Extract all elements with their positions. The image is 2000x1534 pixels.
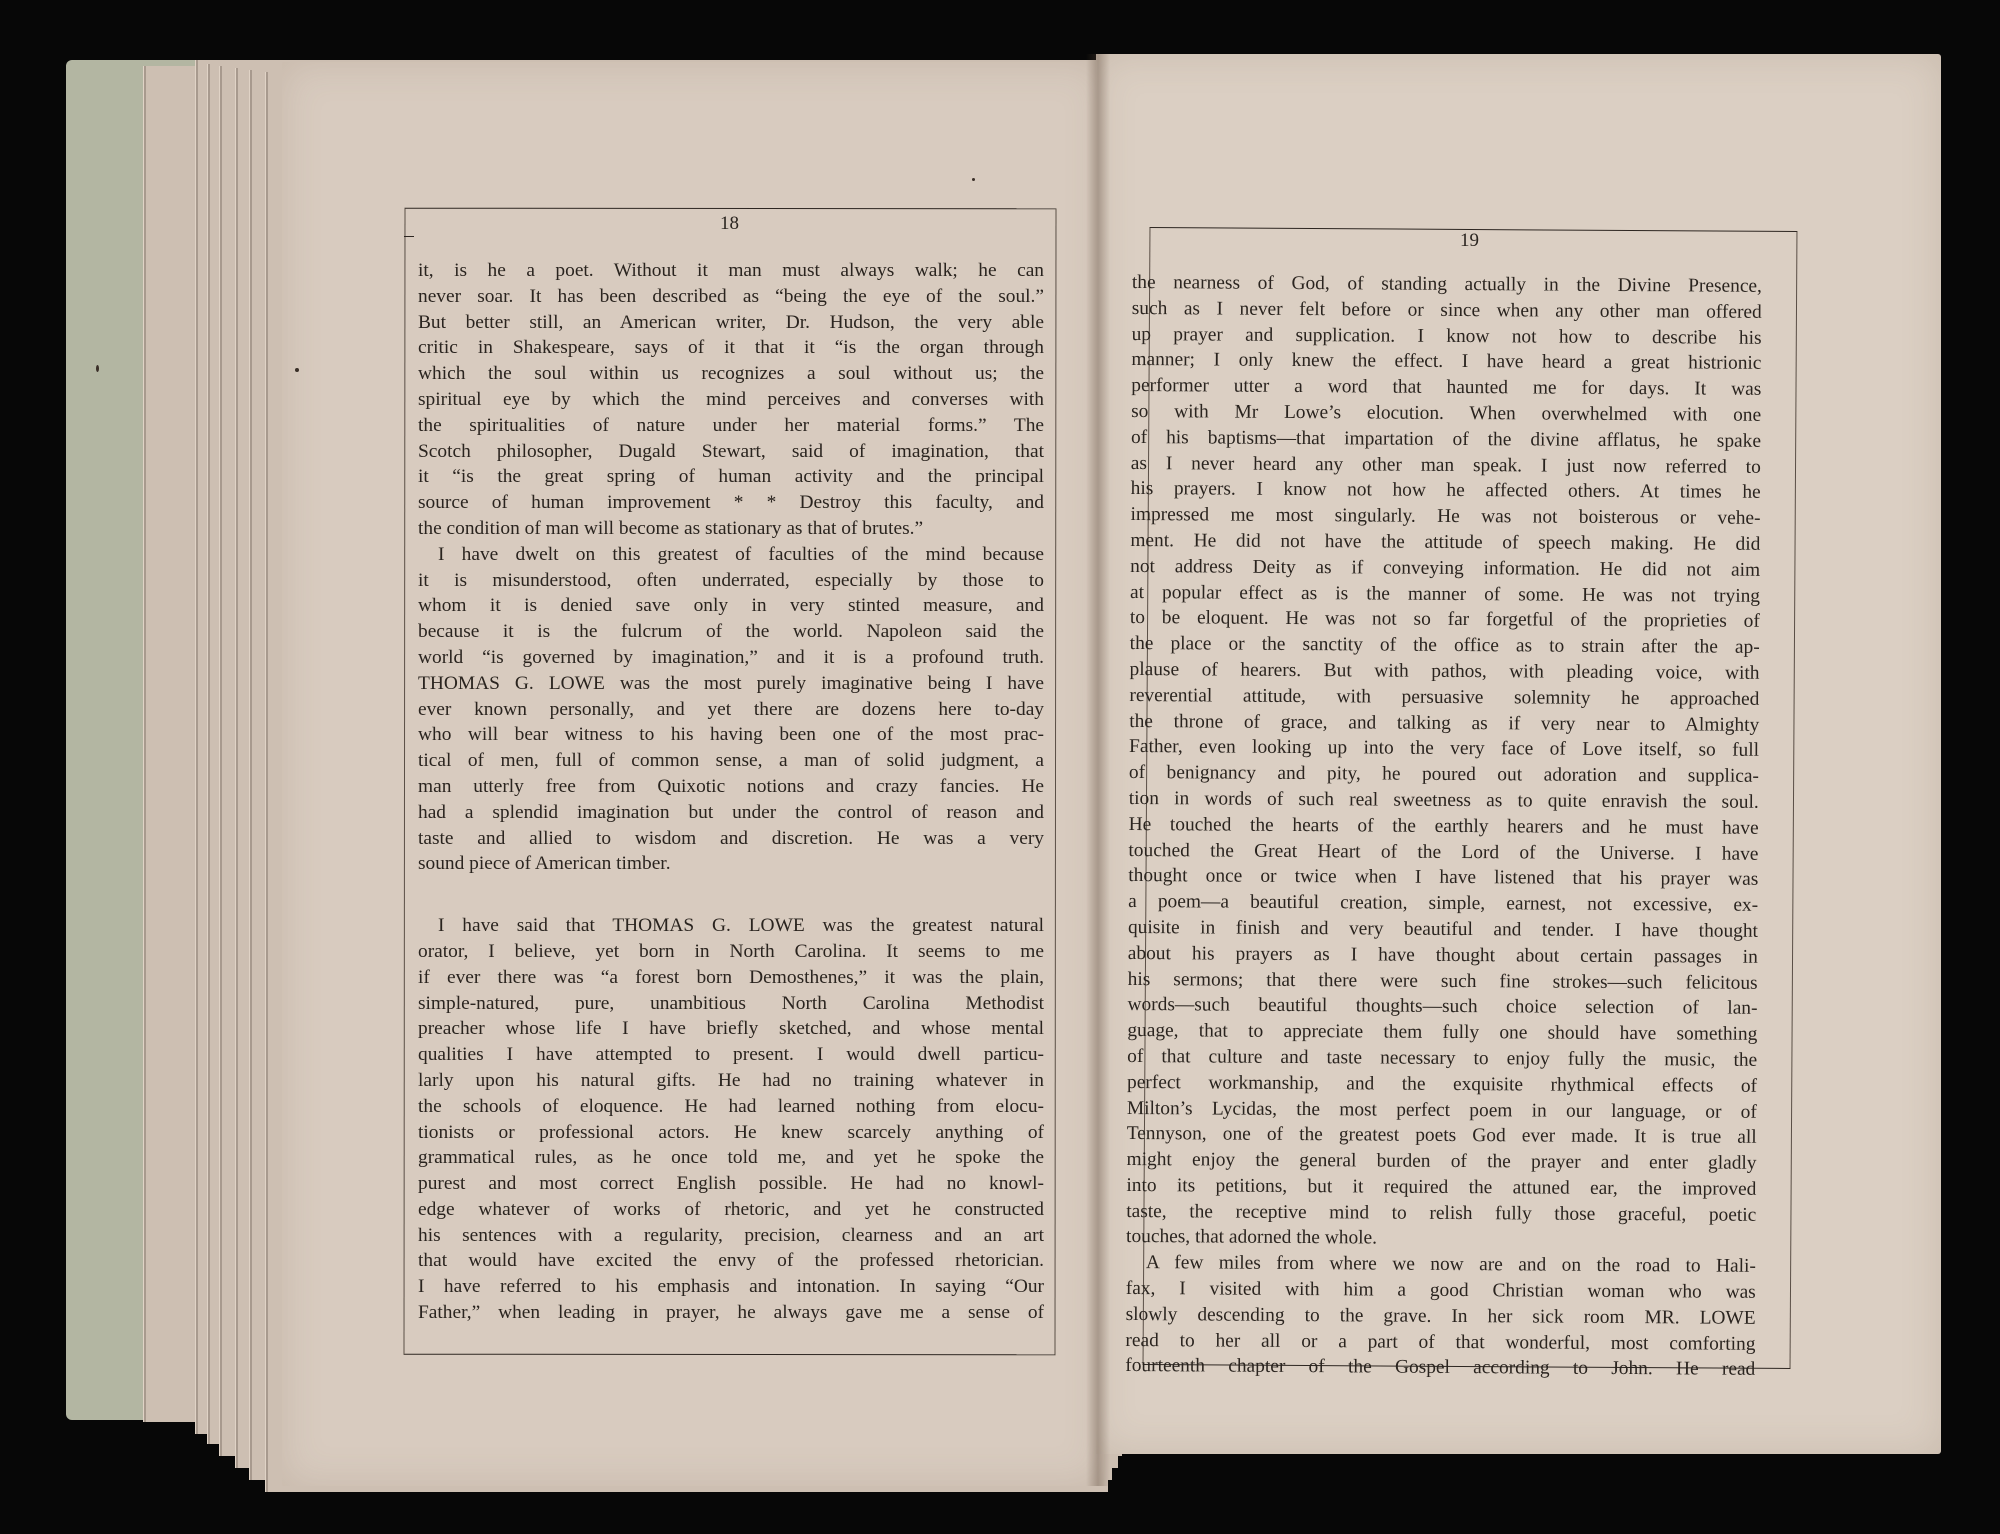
text-line: his sermons; that there were such fine strokes—such felicitous [1127, 968, 1758, 994]
text-line: impressed me most singularly. He was not boisterous or vehe- [1130, 504, 1761, 530]
text-line: might enjoy the general burden of the prayer and enter gladly [1126, 1149, 1757, 1174]
text-line: guage, that to appreciate them fully one should have something [1127, 1020, 1758, 1045]
text-line: the throne of grace, and talking as if very near to Almighty [1129, 710, 1760, 736]
text-line: qualities I have attempted to present. I would dwell particu- [418, 1044, 1044, 1066]
text-line: grammatical rules, as he once told me, and yet he spoke the [418, 1147, 1044, 1169]
text-line: into its petitions, but it required the attuned ear, the improved [1126, 1174, 1757, 1200]
paragraph-gap [418, 877, 1044, 913]
text-line: taste, the receptive mind to relish fully those graceful, poetic [1126, 1200, 1757, 1226]
text-line: I have said that THOMAS G. LOWE was the greatest natural [438, 915, 1044, 937]
text-line: sound piece of American timber. [418, 853, 671, 875]
text-line: source of human improvement * * Destroy this faculty, and [418, 492, 1044, 514]
text-line: if ever there was “a forest born Demosthenes,” it was the plain, [418, 966, 1044, 988]
text-line: words—such beautiful thoughts—such choice selection of lan- [1127, 994, 1758, 1020]
text-line: the place or the sanctity of the office as to strain after the ap- [1129, 633, 1760, 658]
text-line: man utterly free from Quixotic notions and crazy fancies. He [418, 775, 1044, 797]
text-line: never soar. It has been described as “being the eye of the soul.” [418, 285, 1044, 307]
text-line: But better still, an American writer, Dr. Hudson, the very able [418, 311, 1044, 333]
text-line: fourteenth chapter of the Gospel according to John. He read [1125, 1355, 1756, 1381]
text-line: so with Mr Lowe’s elocution. When overwhelmed with one [1131, 400, 1762, 426]
text-line: I have referred to his emphasis and intonation. In saying “Our [418, 1276, 1044, 1298]
text-line: thought once or twice when I have listened that his prayer was [1128, 865, 1759, 891]
text-line: simple-natured, pure, unambitious North Carolina Methodist [418, 992, 1044, 1014]
text-line: Scotch philosopher, Dugald Stewart, said of imagination, that [418, 440, 1044, 462]
text-line: plause of hearers. But with pathos, with pleading voice, with [1129, 658, 1760, 684]
text-line: I have dwelt on this greatest of faculties of the mind because [438, 543, 1044, 565]
text-line: it, is he a poet. Without it man must always walk; he can [418, 260, 1044, 281]
text-line: it “is the great spring of human activity and the principal [418, 466, 1044, 488]
text-line: the schools of eloquence. He had learned nothing from elocu- [418, 1095, 1044, 1117]
text-line: to be eloquent. He was not so far forgetful of the proprieties of [1129, 607, 1760, 633]
text-line: which the soul within us recognizes a soul without us; the [418, 363, 1044, 385]
text-line: of benignancy and pity, he poured out adoration and supplica- [1128, 762, 1759, 787]
text-line: He touched the hearts of the earthly hearers and he must have [1128, 813, 1759, 839]
text-line: world “is governed by imagination,” and it is a profound truth. [418, 646, 1044, 668]
text-line: of that culture and taste necessary to enjoy fully the music, the [1127, 1045, 1758, 1071]
text-line: the nearness of God, of standing actually in the Divine Presence, [1131, 271, 1762, 297]
text-line: whom it is denied save only in very stinted measure, and [418, 595, 1044, 617]
text-line: ever known personally, and yet there are dozens here to-day [418, 698, 1044, 720]
text-line: edge whatever of works of rhetoric, and yet he constructed [418, 1198, 1044, 1220]
text-line: Father, even looking up into the very face of Love itself, so full [1129, 736, 1760, 762]
text-line: taste and allied to wisdom and discretion. He was a very [418, 827, 1044, 849]
text-line: perfect workmanship, and the exquisite rhythmical effects of [1126, 1071, 1758, 1097]
text-line: A few miles from where we now are and on the road to Hali- [1145, 1252, 1756, 1278]
text-line: had a splendid imagination but under the control of reason and [418, 801, 1044, 823]
text-line: preacher whose life I have briefly sketched, and whose mental [418, 1018, 1044, 1040]
text-line: manner; I only knew the effect. I have heard a great histrionic [1131, 349, 1762, 375]
text-line: slowly descending to the grave. In her sick room MR. LOWE [1125, 1303, 1756, 1329]
text-line: as I never heard any other man speak. I just now referred to [1130, 452, 1761, 478]
text-line: who will bear witness to his having been one of the most prac- [418, 724, 1044, 746]
text-line: tion in words of such real sweetness as to quite enravish the soul. [1128, 787, 1759, 813]
text-line: such as I never felt before or since when any other man offered [1131, 297, 1762, 323]
text-line: not address Deity as if conveying information. He did not aim [1130, 555, 1761, 581]
text-line: his prayers. I know not how he affected others. At times he [1130, 478, 1761, 504]
text-line: touches, that adorned the whole. [1126, 1226, 1378, 1249]
text-line: read to her all or a part of that wonderful, most comforting [1125, 1329, 1756, 1355]
text-line: spiritual eye by which the mind perceives and converses with [418, 388, 1044, 410]
text-line: quisite in finish and very beautiful and tender. I have thought [1127, 916, 1759, 942]
page-number-right: 19 [1460, 230, 1479, 251]
right-page-text [1125, 270, 1762, 1383]
text-line: tical of men, full of common sense, a man of solid judgment, a [418, 750, 1044, 772]
text-line: up prayer and supplication. I know not how to describe his [1131, 323, 1762, 349]
text-line: Milton’s Lycidas, the most perfect poem in our language, or of [1126, 1097, 1757, 1123]
ink-speck [96, 365, 99, 372]
ink-speck [972, 178, 975, 181]
text-line: that would have excited the envy of the professed rhetorician. [418, 1250, 1044, 1272]
text-line: the condition of man will become as stationary as that of brutes.” [418, 517, 924, 539]
page-number-left: 18 [720, 213, 739, 234]
text-line: Father,” when leading in prayer, he always gave me a sense of [418, 1302, 1044, 1324]
text-line: a poem—a beautiful creation, simple, earnest, not excessive, ex- [1128, 891, 1759, 916]
text-line: it is misunderstood, often underrated, especially by those to [418, 569, 1044, 591]
left-page-header-rule [404, 236, 414, 237]
text-line: THOMAS G. LOWE was the most purely imaginative being I have [418, 672, 1044, 694]
text-line: orator, I believe, yet born in North Carolina. It seems to me [418, 940, 1044, 962]
text-line: reverential attitude, with persuasive solemnity he approached [1129, 684, 1760, 710]
text-line: ment. He did not have the attitude of speech making. He did [1130, 529, 1761, 555]
text-line: performer utter a word that haunted me for days. It was [1131, 375, 1762, 401]
text-line: touched the Great Heart of the Lord of the Universe. I have [1128, 839, 1759, 865]
text-line: fax, I visited with him a good Christian woman who was [1125, 1278, 1756, 1303]
text-line: purest and most correct English possible. He had no knowl- [418, 1173, 1044, 1195]
text-line: tionists or professional actors. He knew scarcely anything of [418, 1121, 1044, 1143]
ink-speck [295, 368, 299, 372]
text-line: his sentences with a regularity, precision, clearness and an art [418, 1224, 1044, 1246]
book-gutter [1086, 54, 1110, 1486]
text-line: Tennyson, one of the greatest poets God ever made. It is true all [1126, 1123, 1757, 1149]
text-line: because it is the fulcrum of the world. Napoleon said the [418, 621, 1044, 643]
text-line: at popular effect as is the manner of some. He was not trying [1129, 581, 1761, 607]
text-line: larly upon his natural gifts. He had no training whatever in [418, 1069, 1044, 1091]
text-line: of his baptisms—that impartation of the divine afflatus, he spake [1130, 426, 1762, 452]
text-line: critic in Shakespeare, says of it that it “is the organ through [418, 337, 1044, 359]
text-line: about his prayers as I have thought about certain passages in [1127, 942, 1758, 968]
left-page-text [418, 258, 1044, 1326]
text-line: the spiritualities of nature under her material forms.” The [418, 414, 1044, 436]
